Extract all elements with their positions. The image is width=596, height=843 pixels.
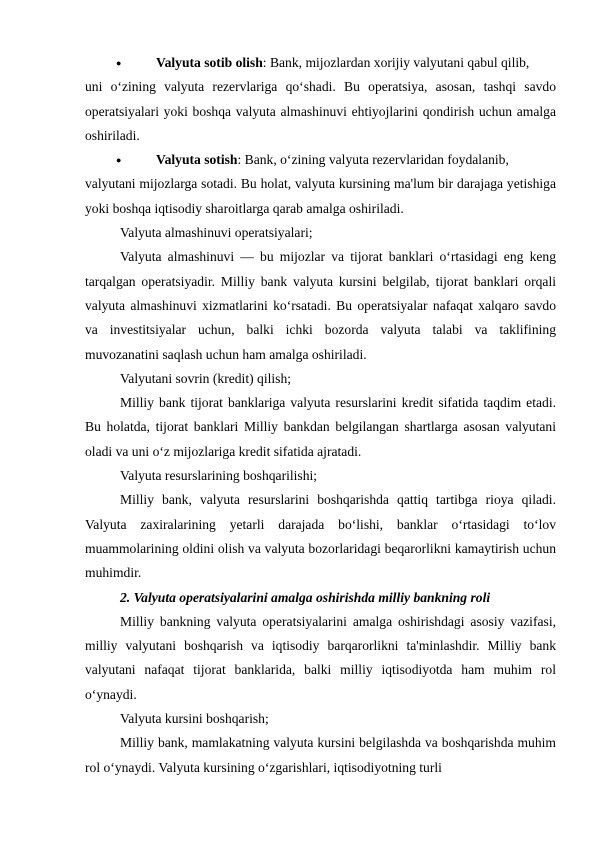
paragraph: Milliy bankning valyuta operatsiyalarini amalga oshirishdagi asosiy vazifasi, milliy valyutani boshqarish va iqtisodiy barqarorlikni ta'minlashdir. Milliy bank valyutani nafaqat tijorat banklarida, balki milliy iqtisodiyotda ham muhim rol o‘ynaydi. <box>85 613 556 702</box>
bullet-rest-first: : Bank, mijozlardan xorijiy valyutani qabul qilib, <box>262 55 530 70</box>
section-heading: 2. Valyuta operatsiyalarini amalga oshirishda milliy bankning roli <box>120 589 491 605</box>
bullet-lead: Valyuta sotish <box>156 152 238 168</box>
bullet-continuation: uni o‘zining valyuta rezervlariga qo‘shadi. Bu operatsiya, asosan, tashqi savdo operatsiyalari yoki boshqa valyuta almashinuvi ehtiyojlarini qondirish uchun amalga oshiriladi. <box>85 79 556 143</box>
bullet-continuation: valyutani mijozlarga sotadi. Bu holat, valyuta kursining ma'lum bir darajaga yetishiga yoki boshqa iqtisodiy sharoitlarga qarab amalga oshiriladi. <box>85 176 556 216</box>
bullet-item-buy <box>85 51 556 75</box>
paragraph: Valyuta almashinuvi operatsiyalari; <box>120 225 313 241</box>
paragraph: Valyutani sovrin (kredit) qilish; <box>120 370 292 386</box>
bullet-icon: ● <box>116 155 122 166</box>
paragraph: Valyuta resurslarining boshqarilishi; <box>120 468 318 484</box>
bullet-item-sell <box>85 148 556 172</box>
paragraph: Milliy bank, valyuta resurslarini boshqarishda qattiq tartibga rioya qiladi. Valyuta zaxiralarining yetarli darajada bo‘lishi, banklar o‘rtasidagi to‘lov muammolarining oldini olish va valyuta bozorlaridagi beqarorlikni kamaytirish uchun muhimdir. <box>85 492 556 581</box>
document-page <box>85 51 556 780</box>
paragraph: Milliy bank tijorat banklariga valyuta resurslarini kredit sifatida taqdim etadi. Bu holatda, tijorat banklari Milliy bankdan belgilangan shartlarga asosan valyutani oladi va uni o‘z mijozlariga kredit sifatida ajratadi. <box>85 395 556 459</box>
paragraph: Valyuta almashinuvi — bu mijozlar va tijorat banklari o‘rtasidagi eng keng tarqalgan operatsiyadir. Milliy bank valyuta kursini belgilab, tijorat banklari orqali valyuta almashinuvi xizmatlarini ko‘rsatadi. Bu operatsiyalar nafaqat xalqaro savdo va investitsiyalar uchun, balki ichki bozorda valyuta talabi va taklifining muvozanatini saqlash uchun ham amalga oshiriladi. <box>85 249 556 362</box>
paragraph: Milliy bank, mamlakatning valyuta kursini belgilashda va boshqarishda muhim rol o‘ynaydi. Valyuta kursining o‘zgarishlari, iqtisodiyotning turli <box>85 735 556 775</box>
paragraph: Valyuta kursini boshqarish; <box>120 711 269 727</box>
bullet-icon: ● <box>116 58 122 68</box>
bullet-lead: Valyuta sotib olish <box>156 55 263 70</box>
bullet-rest-first: : Bank, o‘zining valyuta rezervlaridan foydalanib, <box>237 152 509 168</box>
